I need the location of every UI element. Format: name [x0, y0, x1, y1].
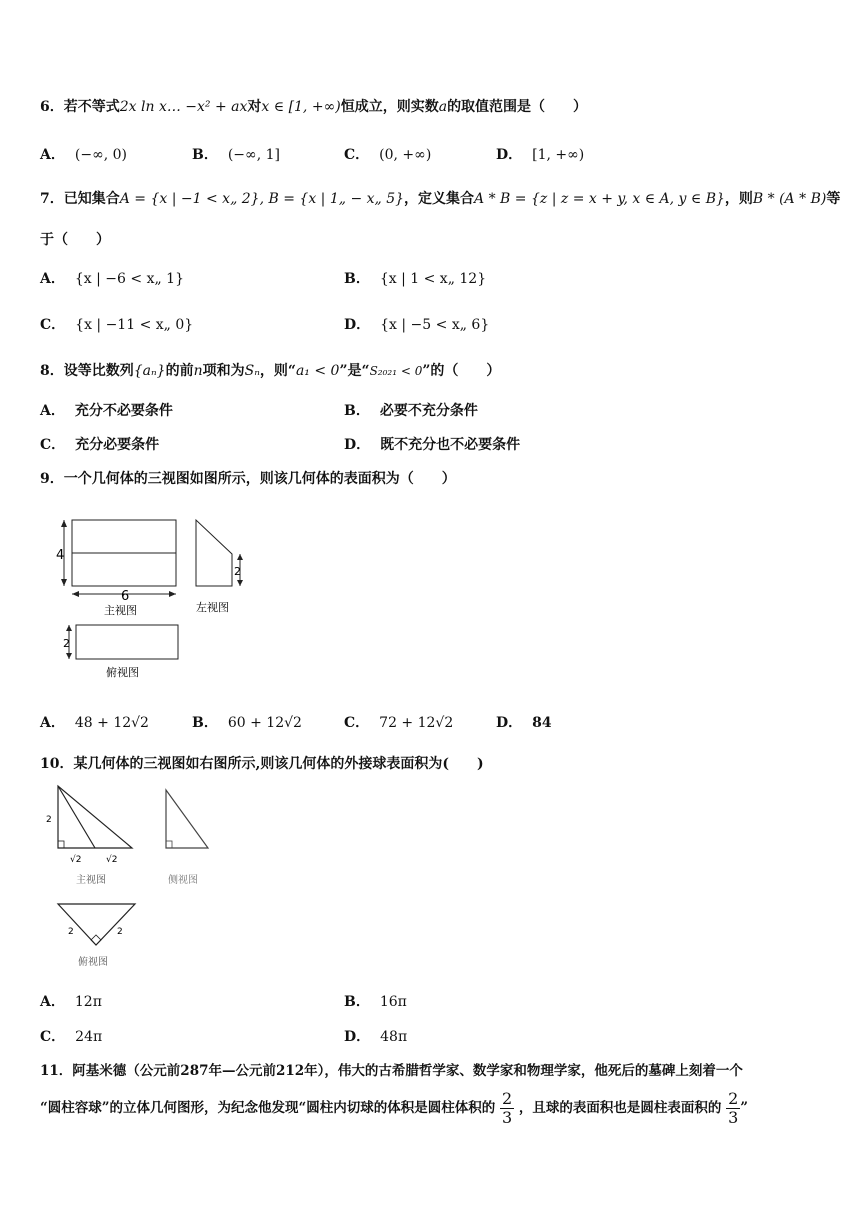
q9-top-arrow-down — [66, 653, 72, 659]
option-value: (−∞, 1] — [227, 147, 280, 163]
option-label: D． — [344, 1029, 371, 1045]
q8-text-b: 的前 — [165, 363, 194, 379]
q10-number: 10． — [40, 756, 74, 772]
option-label: A． — [40, 403, 65, 419]
q8-option-a[interactable] — [40, 400, 173, 420]
q10-front-right-angle — [58, 841, 64, 848]
q7-stem — [40, 188, 840, 208]
q10-side-right-angle — [166, 841, 172, 848]
q7-option-d[interactable] — [344, 314, 489, 334]
q6-text-c: 恒成立，则实数 — [340, 99, 439, 115]
option-value: 充分必要条件 — [75, 437, 160, 453]
q8-option-b[interactable] — [344, 400, 478, 420]
q8-cond1: a₁ < 0 — [295, 363, 340, 379]
option-label: C． — [344, 147, 370, 163]
option-label: C． — [40, 1029, 66, 1045]
q9-option-b[interactable] — [192, 712, 302, 732]
q7-text-d: 等 — [826, 191, 841, 207]
option-value: 充分不必要条件 — [74, 403, 173, 419]
option-value: {x | 1 < x„ 12} — [379, 271, 487, 287]
q10-dim-t1: 2 — [68, 927, 74, 937]
q9-arrow-up — [61, 520, 67, 527]
q10-option-d[interactable] — [344, 1026, 407, 1046]
q9-front-label: 主视图 — [104, 604, 137, 617]
q8-option-c[interactable] — [40, 434, 159, 454]
q9-arrow-down — [61, 579, 67, 586]
option-label: D． — [344, 437, 371, 453]
option-label: B． — [344, 271, 370, 287]
q10-option-b[interactable] — [344, 991, 407, 1011]
q9-option-d[interactable] — [496, 712, 552, 732]
option-value: 48 + 12√2 — [74, 715, 149, 731]
q6-option-a[interactable] — [40, 144, 127, 164]
option-label: A． — [40, 715, 65, 731]
q8-text-e: ”是“ — [339, 363, 370, 379]
q9-three-view-figure — [52, 514, 252, 684]
q6-inequality: 2x ln x… −x² + ax — [119, 99, 248, 115]
q7-option-c[interactable] — [40, 314, 193, 334]
q11-text-line2c: ” — [740, 1100, 749, 1116]
q10-top-right-angle — [91, 935, 101, 945]
q6-domain: x ∈ [1, +∞) — [261, 99, 341, 115]
q10-side-label: 侧视图 — [168, 875, 198, 886]
q8-option-d[interactable] — [344, 434, 520, 454]
q9-dim-2-side: 2 — [234, 565, 241, 578]
option-value: [1, +∞) — [532, 147, 585, 163]
q10-dim-t2: 2 — [117, 927, 123, 937]
q9-dim-4: 4 — [56, 548, 65, 563]
option-label: C． — [40, 317, 66, 333]
option-label: B． — [192, 147, 218, 163]
q6-option-d[interactable] — [496, 144, 584, 164]
option-value: 24π — [75, 1029, 103, 1045]
q11-number: 11． — [40, 1063, 73, 1079]
q9-top-arrow-up — [66, 625, 72, 631]
q9-arrow-left — [72, 591, 79, 597]
q8-n: n — [193, 363, 203, 379]
q10-front-triangle — [58, 786, 132, 848]
q11-stem-line1 — [40, 1059, 743, 1079]
q9-side-shape — [196, 520, 232, 586]
q6-text-a: 若不等式 — [63, 99, 120, 115]
q10-option-c[interactable] — [40, 1026, 102, 1046]
option-value: 12π — [74, 994, 102, 1010]
option-value: 既不充分也不必要条件 — [380, 437, 521, 453]
q10-dim-h: 2 — [46, 815, 52, 825]
option-value: 60 + 12√2 — [227, 715, 302, 731]
q11-frac2-den: 3 — [728, 1108, 739, 1127]
q9-option-c[interactable] — [344, 712, 453, 732]
q9-top-rect — [76, 625, 178, 659]
q11-frac1-num: 2 — [502, 1089, 513, 1108]
q8-stem — [40, 360, 500, 380]
q6-text-b: 对 — [247, 99, 262, 115]
option-value: 48π — [380, 1029, 408, 1045]
q8-cond2: S₂₀₂₁ < 0 — [369, 364, 423, 378]
option-label: D． — [496, 715, 523, 731]
q9-dim-2-top: 2 — [63, 637, 70, 650]
q11-text-line2b: ，且球的表面积也是圆柱表面积的 — [518, 1100, 722, 1116]
q11-text-line2a: “圆柱容球”的立体几何图形，为纪念他发现“圆柱内切球的体积是圆柱体积的 — [40, 1100, 496, 1116]
option-value: {x | −11 < x„ 0} — [75, 317, 194, 333]
option-label: C． — [344, 715, 370, 731]
option-value: 必要不充分条件 — [379, 403, 478, 419]
q6-option-c[interactable] — [344, 144, 431, 164]
q8-text-c: 项和为 — [202, 363, 245, 379]
q6-option-b[interactable] — [192, 144, 280, 164]
q10-top-label: 俯视图 — [78, 957, 108, 968]
q8-seq: {aₙ} — [133, 363, 166, 379]
q10-front-inner-line — [58, 786, 95, 848]
q9-side-arrow-down — [237, 580, 243, 586]
q11-fraction-2 — [726, 1090, 740, 1127]
option-label: B． — [344, 403, 370, 419]
option-value: 16π — [379, 994, 407, 1010]
q7-number: 7． — [40, 191, 64, 207]
option-value: (−∞, 0) — [74, 147, 127, 163]
q9-stem — [40, 468, 456, 488]
q9-top-label: 俯视图 — [106, 666, 139, 679]
option-label: C． — [40, 437, 66, 453]
option-label: B． — [192, 715, 218, 731]
option-label: B． — [344, 994, 370, 1010]
q6-text-d: 的取值范围是（ ） — [447, 99, 588, 115]
option-label: A． — [40, 994, 65, 1010]
q11-frac2-num: 2 — [728, 1089, 739, 1108]
q7-expr: B * (A * B) — [752, 191, 827, 207]
q8-text-d: ，则“ — [259, 363, 296, 379]
option-value: (0, +∞) — [379, 147, 432, 163]
q11-text-line1: 阿基米德（公元前287年—公元前212年），伟大的古希腊哲学家、数学家和物理学家，他死后的墓碑上刻着一个 — [72, 1063, 743, 1079]
q9-side-label: 左视图 — [196, 601, 229, 614]
q7-set-def: A * B = {z | z = x + y, x ∈ A, y ∈ B} — [474, 191, 725, 207]
q8-text-f: ”的（ ） — [422, 363, 501, 379]
q11-fraction-1 — [500, 1090, 514, 1127]
q7-option-b[interactable] — [344, 268, 486, 288]
q10-stem — [40, 753, 484, 773]
option-label: A． — [40, 147, 65, 163]
option-value: {x | −5 < x„ 6} — [380, 317, 490, 333]
q7-text-b: ，定义集合 — [404, 191, 475, 207]
q7-stem-cont — [40, 229, 110, 249]
q6-stem — [40, 96, 587, 116]
q9-dim-6: 6 — [121, 589, 130, 604]
q9-text: 一个几何体的三视图如图所示，则该几何体的表面积为（ ） — [63, 471, 456, 487]
q9-arrow-right — [169, 591, 176, 597]
q10-dim-b1: √2 — [70, 855, 82, 865]
option-label: D． — [496, 147, 523, 163]
q11-frac1-den: 3 — [502, 1108, 513, 1127]
q7-text-e: 于（ ） — [40, 232, 110, 248]
q7-sets: A = {x | −1 < x„ 2}, B = {x | 1„ − x„ 5} — [119, 191, 405, 207]
q8-number: 8． — [40, 363, 64, 379]
q7-option-a[interactable] — [40, 268, 184, 288]
q9-side-arrow-up — [237, 554, 243, 560]
q10-dim-b2: √2 — [106, 855, 118, 865]
q10-option-a[interactable] — [40, 991, 102, 1011]
option-value: {x | −6 < x„ 1} — [74, 271, 184, 287]
option-value: 72 + 12√2 — [379, 715, 454, 731]
q6-var: a — [438, 99, 448, 115]
q7-text-a: 已知集合 — [63, 191, 120, 207]
q9-number: 9． — [40, 471, 64, 487]
q7-text-c: ，则 — [724, 191, 753, 207]
q9-option-a[interactable] — [40, 712, 149, 732]
option-label: A． — [40, 271, 65, 287]
q8-text-a: 设等比数列 — [63, 363, 134, 379]
q10-top-triangle — [58, 904, 135, 945]
q10-side-triangle — [166, 790, 208, 848]
q8-sn: Sₙ — [244, 363, 260, 379]
q11-stem-line2 — [40, 1090, 748, 1127]
option-value: 84 — [532, 715, 552, 731]
q10-text: 某几何体的三视图如右图所示,则该几何体的外接球表面积为( ) — [73, 756, 484, 772]
q10-three-view-figure — [40, 784, 240, 974]
option-label: D． — [344, 317, 371, 333]
q10-front-label: 主视图 — [76, 875, 106, 886]
q6-number: 6． — [40, 99, 64, 115]
